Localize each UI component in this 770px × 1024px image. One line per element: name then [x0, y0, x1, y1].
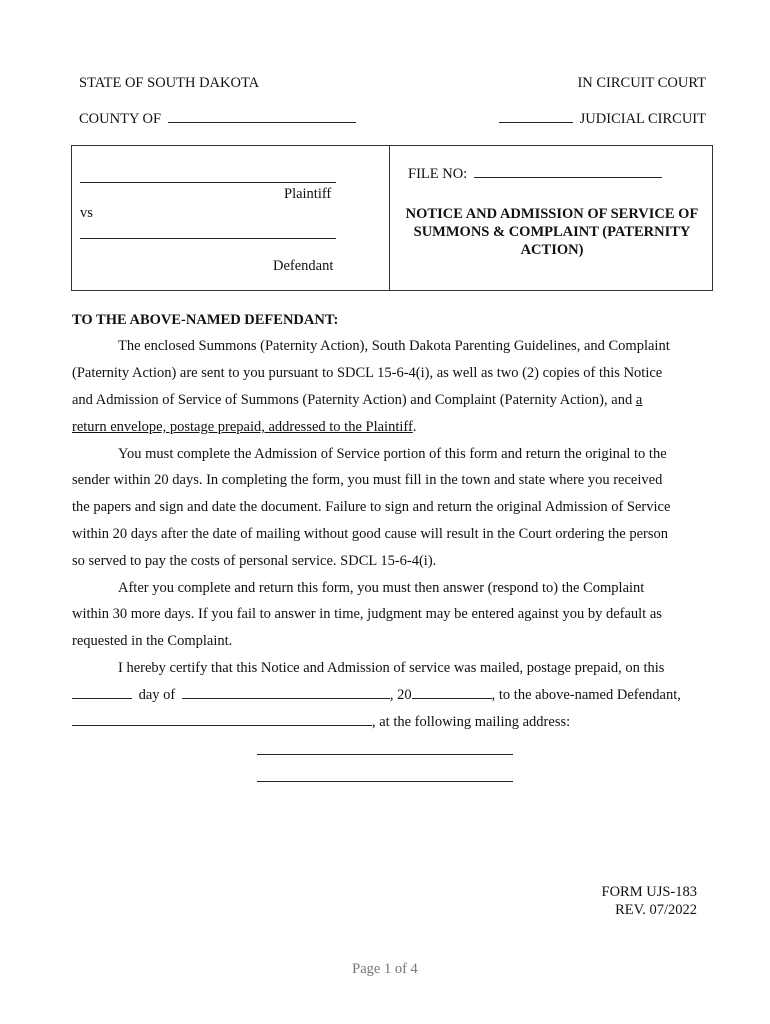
para3-line2: within 30 more days. If you fail to answer in time, judgment may be entered against you by default as: [72, 606, 662, 622]
year-prefix: , 20: [389, 687, 412, 703]
county-field[interactable]: [168, 122, 356, 123]
para1-line2: (Paternity Action) are sent to you pursuant to SDCL 15-6-4(i), as well as two (2) copies of this Notice: [72, 365, 663, 381]
para2-line5: so served to pay the costs of personal service. SDCL 15-6-4(i).: [72, 553, 437, 569]
plaintiff-name-field[interactable]: [80, 170, 336, 183]
defendant-name-field[interactable]: [80, 226, 336, 239]
para1-line3: [72, 392, 642, 409]
mailed-defendant-name-field[interactable]: [72, 725, 372, 726]
form-id: FORM UJS-183: [601, 884, 697, 900]
return-envelope-text: return envelope, postage prepaid, addressed to the Plaintiff: [72, 419, 413, 435]
para1-line3-underlined: a: [635, 392, 643, 408]
para2-line1: You must complete the Admission of Service portion of this form and return the original to the: [118, 446, 667, 462]
para2-line4: within 20 days after the date of mailing without good cause will result in the Court ordering the person: [72, 526, 668, 542]
defendant-label: Defendant: [273, 258, 334, 274]
defendant-name-row: [72, 714, 570, 731]
para2-line2: sender within 20 days. In completing the form, you must fill in the town and state where you received: [72, 472, 663, 488]
county-label: COUNTY OF: [79, 111, 162, 127]
salutation: TO THE ABOVE-NAMED DEFENDANT:: [72, 312, 339, 328]
para1-line4-end: .: [412, 419, 417, 435]
state-heading: STATE OF SOUTH DAKOTA: [79, 75, 260, 91]
page-number: Page 1 of 4: [352, 961, 418, 977]
para4-line1: I hereby certify that this Notice and Admission of service was mailed, postage prepaid, on this: [118, 660, 665, 676]
para2-line3: the papers and sign and date the document. Failure to sign and return the original Admission of Service: [72, 499, 671, 515]
day-field[interactable]: [72, 698, 132, 699]
para3-line1: After you complete and return this form, you must then answer (respond to) the Complaint: [118, 580, 645, 596]
county-row: [79, 111, 356, 128]
form-identifier: [602, 883, 697, 919]
para1-line4: [72, 419, 416, 436]
court-heading: IN CIRCUIT COURT: [577, 75, 706, 91]
form-revision: REV. 07/2022: [615, 902, 697, 918]
vs-label: vs: [80, 205, 93, 221]
certification-date-row: [72, 687, 681, 704]
day-of-label: day of: [138, 687, 176, 703]
file-no-row: [408, 166, 662, 183]
month-field[interactable]: [182, 698, 390, 699]
circuit-label: JUDICIAL CIRCUIT: [579, 111, 706, 127]
address-line-2-field[interactable]: [257, 769, 513, 782]
case-caption-box: [71, 145, 713, 291]
para1-line1: The enclosed Summons (Paternity Action), South Dakota Parenting Guidelines, and Complaint: [118, 338, 670, 354]
para1-line3-text: and Admission of Service of Summons (Paternity Action) and Complaint (Paternity Action), and: [72, 392, 636, 408]
document-title: NOTICE AND ADMISSION OF SERVICE OF SUMMONS & COMPLAINT (PATERNITY ACTION): [405, 206, 699, 258]
circuit-row: [499, 111, 706, 128]
file-no-field[interactable]: [474, 177, 662, 178]
circuit-number-field[interactable]: [499, 122, 573, 123]
address-line-1-field[interactable]: [257, 742, 513, 755]
file-no-label: FILE NO:: [408, 166, 468, 182]
year-field[interactable]: [412, 698, 492, 699]
para3-line3: requested in the Complaint.: [72, 633, 233, 649]
mailing-address-text: , at the following mailing address:: [372, 714, 571, 730]
plaintiff-label: Plaintiff: [284, 186, 332, 202]
to-defendant-text: , to the above-named Defendant,: [491, 687, 681, 703]
